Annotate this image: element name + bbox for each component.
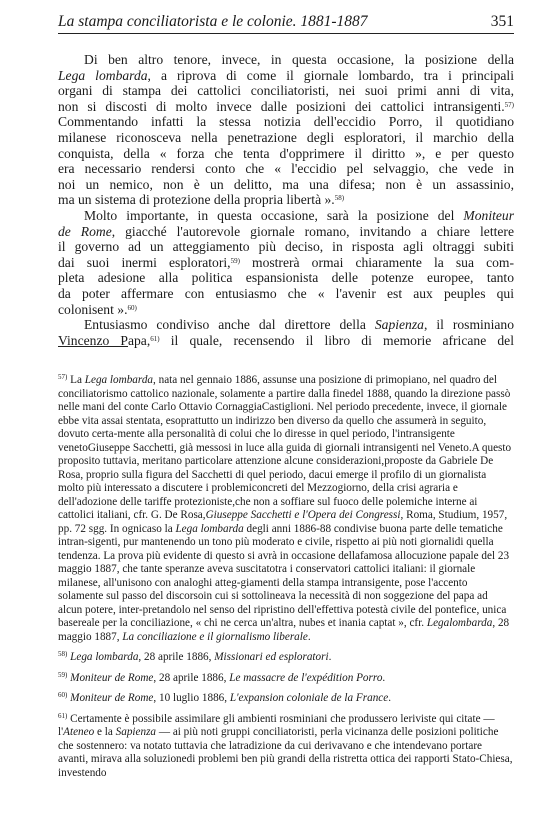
text-run: in cui si sottolineava la necessità di non soggezione del papa ad alcun potere, inter- [58, 590, 488, 616]
text-line [58, 270, 514, 286]
text-run: del 1888, quando la direzione passò nelle mani del conte Carlo Ottavio Cornaggia [58, 387, 511, 413]
text-run: dai suoi inermi esploratori, [58, 254, 231, 270]
text-run: Entusiasmo condiviso anche dal direttore della [84, 317, 375, 333]
text-run: . [328, 651, 332, 663]
text-run: proposte da Gabriele De Rosa, proprio sulla figura del Sacchetti di quel periodo, da [58, 455, 494, 481]
text-run: piano, nel quadro del conciliatorismo cattolico nazionale, solamente a partire dalla fine [58, 374, 497, 400]
text-run: , nata nel gennaio 1886, assunse una posizione di primo [153, 374, 403, 386]
italic-text: Lega lombarda [175, 522, 244, 535]
text-run: Vincenzo Papa, [58, 332, 151, 348]
italic-text: Lega lombarda [84, 374, 154, 386]
footnote [58, 672, 514, 686]
text-run: di quella tendenza. La prova più evidente di questo si avrà in occasione della [58, 536, 494, 562]
text-run: , 28 maggio 1887, [58, 617, 510, 643]
footnote-ref: 60) [58, 691, 68, 699]
footnote-gap [58, 706, 514, 713]
text-run: , Roma, Studium, 1957, pp. 72 sgg. In ogni [58, 509, 508, 535]
text-run: il quale, recensendo il libro di memorie africane del [159, 332, 514, 348]
text-run: milanese riconosceva nella penetrazione degli esploratori, il marchio della [58, 129, 514, 145]
text-run: noi un nemico, non è un delitto, ma una difesa; non è un assassinio, [58, 176, 514, 192]
italic-text: Le massacre de l'expédition Porro [229, 671, 383, 684]
italic-text: Lega lombarda [70, 651, 139, 663]
text-run: . [307, 630, 311, 643]
text-run: il governo ad un atteggiamento più deciso, in risposta agli oltraggi subiti [58, 239, 514, 255]
running-header [58, 12, 514, 34]
italic-text: Moniteur de Rome [70, 692, 154, 704]
text-line [58, 99, 514, 115]
italic-text: Lega [426, 617, 450, 629]
italic-text: Sapienza [374, 317, 424, 333]
text-run: caso la [141, 522, 176, 535]
text-run: tradizione da cui derivavano e che intendevano portare avanti, mirava alla soluzione [58, 739, 483, 765]
text-run: degli anni 1886-88 condivise buona parte delle tematiche intran- [58, 522, 503, 548]
italic-text: Sapienza [115, 726, 157, 738]
text-line [58, 302, 514, 318]
text-run: . [382, 671, 386, 684]
text-line [58, 286, 514, 302]
text-run: riviste qui citate — l' [58, 712, 495, 738]
footnote-line [88, 442, 472, 454]
text-run: organi di stampa dei cattolici conciliatoristi, nei suoi primi anni di vita, [58, 83, 514, 99]
footnotes [58, 374, 514, 780]
text-run: Castiglioni. Nel periodo precedente, invece, il giornale ebbe vita assai stentata, e [58, 401, 507, 427]
footnote-ref: 59) [230, 256, 240, 265]
footnote-line [58, 713, 408, 725]
footnote-gap [58, 644, 514, 651]
text-run: ma un sistema di protezione della propria libertà ». [58, 192, 335, 208]
running-title: La stampa conciliatorista e le colonie. 1881-1887 [58, 13, 368, 30]
main-text [58, 52, 514, 348]
text-run: , giacché l'autorevole giornale romano, invitando a chiare lettere [111, 223, 514, 239]
text-run: mostrerà ormai chiaramente la sua com- [239, 254, 514, 270]
text-run: pretandolo nel senso del ripristino dell'effettiva potestà civile del pontefice, unica base [58, 603, 507, 629]
text-run: concreti del Mezzogiorno, della crisi agraria e dell'adozione delle tariffe protezioniste, [58, 482, 458, 508]
footnote [58, 713, 514, 781]
text-line [58, 52, 514, 68]
text-line [58, 83, 514, 99]
text-run: era necessario rendersi conto che « l'eccidio pel selvaggio, che vede in [58, 161, 514, 177]
text-run: , 28 aprile 1886, [138, 651, 215, 663]
text-run: — ai più noti gruppi conciliatoristi, per [156, 726, 335, 738]
footnote-line [58, 672, 385, 684]
text-run: Di ben altro tenore, invece, in questa occasione, la posizione della [84, 52, 514, 67]
text-line [58, 68, 514, 84]
page-number: 351 [490, 13, 514, 30]
italic-text: Giuseppe Sacchetti e l'Opera dei Congressi [205, 509, 401, 521]
italic-text: Lega lombarda [58, 67, 148, 83]
text-line [58, 317, 514, 333]
text-run: da poter affermare con entusiasmo che « l'avenir est aux peuples qui [58, 285, 514, 301]
text-run: Certamente è possibile assimilare gli ambienti rosminiani che produssero le [67, 712, 409, 725]
text-line [58, 114, 514, 130]
footnote [58, 651, 514, 665]
text-run: reale per la conciliazione, « chi ne cerca un'altra, nubes et inania captat », cfr. [77, 617, 427, 629]
footnote-ref: 58) [334, 194, 345, 203]
italic-text: Ateneo [63, 726, 95, 738]
text-run: , il rosminiano [423, 317, 515, 333]
footnote [58, 692, 514, 706]
footnote-line [58, 374, 403, 386]
text-run: conquista, della « forza che tenta d'opprimere il diritto », e per questo [58, 145, 514, 161]
text-run: tra i conservatori cattolici italiani: il giornale milanese, all'unisono con analoghi atteg- [58, 563, 476, 589]
footnote-ref: 57) [504, 100, 514, 109]
italic-text: Missionari ed esploratori [214, 651, 329, 663]
text-run: e la [94, 726, 116, 738]
text-line [58, 161, 514, 177]
text-run: , 28 aprile 1886, [153, 671, 230, 684]
text-run: A questo proposito tuttavia, meritano particolare attenzione alcune considerazioni, [58, 441, 512, 467]
text-run: pleta adesione alla politica espansionista delle potenze europee, tanto [58, 270, 514, 286]
text-run: cui emerge il profilo di un giornalista molto più interessato a discutere i problemi [58, 468, 487, 494]
footnote-line [78, 617, 449, 629]
footnote-line [58, 651, 331, 663]
text-line [58, 224, 514, 240]
text-line [58, 208, 514, 224]
text-run: , a riprova di come il giornale lombardo, tra i principali [147, 67, 514, 83]
text-run: La [67, 374, 85, 386]
text-run: Commentando infatti la stessa notizia dell'eccidio Porro, il quotidiano [58, 114, 514, 130]
italic-text: L'expansion coloniale de la France [229, 692, 389, 704]
footnote-ref: 59) [58, 670, 68, 679]
text-line [58, 255, 514, 271]
text-run: che non a soffiare sul fuoco delle polemiche interne ai cattolici italiani, cfr. G. De Rosa, [58, 495, 478, 521]
text-line [58, 192, 514, 208]
footnote-line [88, 536, 455, 548]
footnote [58, 374, 514, 644]
italic-text: Moniteur [463, 207, 514, 223]
text-run: soprattutto un indirizzo ben diverso da quello che assumerà in seguito, dovuto certa- [58, 414, 487, 440]
text-run: la vicinanza delle posizioni politiche che sostennero: va notato tuttavia che la [58, 726, 499, 752]
text-line [58, 239, 514, 255]
text-run: Giuseppe Sacchetti, già messosi in luce alla guida di giornali intransigenti nel Veneto. [87, 441, 472, 454]
footnote-gap [58, 685, 514, 692]
text-run: . [388, 692, 392, 704]
text-run: colonisent ». [58, 301, 128, 317]
text-line [58, 146, 514, 162]
text-run: , 10 luglio 1886, [153, 692, 230, 704]
footnote-ref: 61) [58, 711, 68, 720]
footnote-ref: 58) [58, 650, 68, 658]
text-run: famosa allocuzione papale del 23 maggio 1887, che tante speranze aveva suscitato [58, 549, 510, 575]
italic-text: lombarda [449, 617, 493, 629]
text-run: non si discosti di molto invece dalle posizioni dei cattolici intransigenti. [58, 98, 505, 114]
footnote-ref: 60) [127, 303, 137, 312]
text-run: sigenti, pur mantenendo un tono più moderato e civile, rispetto ai più noti giornali [87, 536, 455, 548]
text-run: mente alla personalità di colui che lo diresse in quel periodo, l'intransigente veneto [58, 428, 455, 454]
text-line [58, 130, 514, 146]
footnote-ref: 57) [58, 373, 68, 381]
text-run: Molto importante, in questa occasione, sarà la posizione del [84, 207, 464, 223]
italic-text: de Rome [58, 223, 112, 239]
footnote-separator [58, 346, 128, 347]
footnote-ref: 61) [150, 334, 160, 343]
footnote-gap [58, 665, 514, 672]
text-run: giamenti della stampa intransigente, pose l'accento solamente sul passo del discorso [58, 576, 468, 602]
footnote-line [58, 692, 391, 704]
italic-text: Moniteur de Rome [70, 671, 154, 684]
text-line [58, 177, 514, 193]
text-run: di problemi ben più grandi della ristretta ottica dei rapporti Stato-Chiesa, investendo [58, 753, 513, 779]
italic-text: La conciliazione e il giornalismo liberale [122, 630, 308, 643]
